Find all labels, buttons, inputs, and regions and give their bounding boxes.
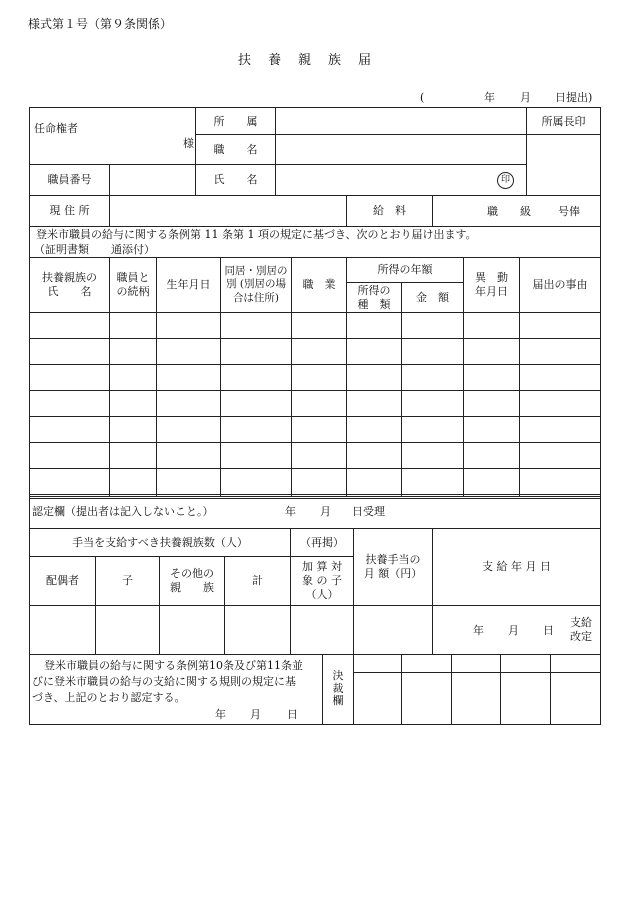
added-child-3: （人） [305, 587, 339, 601]
added-child-2: 象 の 子 [302, 574, 342, 588]
form-number: 様式第１号（第９条関係） [28, 17, 173, 31]
employee-no-field[interactable] [110, 165, 195, 195]
submit-date-open: ( [420, 91, 425, 104]
col-change-date-1: 異 動 [475, 271, 508, 285]
pay-day: 日 [543, 624, 554, 637]
dependents-table-bottom-double [29, 498, 601, 499]
other-relatives-1: その他の [170, 567, 214, 581]
approval-stamp-box[interactable] [402, 673, 451, 723]
dependent-entry-row[interactable] [30, 469, 600, 494]
col-income-type [347, 283, 401, 312]
decision-day: 日 [287, 708, 298, 721]
dept-head-seal-field[interactable] [527, 135, 600, 195]
col-relation [110, 258, 156, 312]
approval-stamp-box[interactable] [551, 673, 599, 723]
col-income-type-2: 種 類 [357, 297, 391, 311]
statement-line-1: 登米市職員の給与に関する条例第 11 条第 1 項の規定に基づき、次のとおり届け出ます。 [36, 228, 477, 241]
col-cohabit-2: 別 (別居の場 [226, 278, 286, 291]
submit-date-year: 年 [484, 91, 495, 104]
decision-text-2: びに登米市職員の給与の支給に関する規則の規定に基 [32, 675, 296, 688]
job-title-label: 職 名 [213, 142, 258, 156]
job-title-field[interactable] [276, 135, 526, 164]
address-field[interactable] [110, 196, 346, 226]
rule-horizontal [29, 226, 601, 227]
col-birth: 生年月日 [166, 278, 211, 292]
submit-date-day: 日提出) [555, 91, 593, 104]
other-count-field[interactable] [160, 606, 224, 654]
address-label: 現 住 所 [49, 204, 90, 218]
dependent-entry-row[interactable] [30, 339, 600, 364]
salary-label: 給 料 [373, 204, 406, 218]
form-border-bottom [29, 724, 601, 725]
received-year: 年 [285, 505, 296, 518]
child-label: 子 [122, 574, 133, 588]
restated-label: （再掲） [300, 535, 344, 549]
pay-revision-1: 支給 [570, 616, 592, 630]
monthly-amount-label [354, 529, 432, 605]
grade-label: 職 級 [487, 205, 531, 218]
statement-line-2: （証明書類 通添付） [34, 243, 155, 256]
affiliation-label: 所 属 [213, 114, 258, 128]
added-child-field[interactable] [291, 606, 353, 654]
approval-stamp-box[interactable] [452, 673, 500, 723]
name-label: 氏 名 [213, 173, 258, 187]
rule-vertical [432, 195, 433, 227]
sama-label: 様 [183, 137, 194, 150]
dependent-entry-row[interactable] [30, 417, 600, 442]
pay-revision-2: 改定 [570, 630, 592, 643]
col-income-amount: 金 額 [416, 290, 449, 304]
approval-1: 決 [332, 669, 344, 683]
dept-head-seal-label: 所属長印 [541, 114, 586, 128]
seal-mark-icon [497, 172, 514, 189]
col-change-date [464, 258, 519, 312]
allowance-count-label: 手当を支給すべき扶養親族数（人） [72, 535, 248, 549]
pay-month: 月 [508, 624, 519, 637]
rule-horizontal [29, 654, 601, 655]
approval-stamp-box[interactable] [501, 673, 550, 723]
monthly-amount-field[interactable] [354, 606, 432, 654]
form-title: 扶 養 親 族 届 [238, 53, 374, 68]
pay-revision [561, 610, 601, 650]
col-cohabit-1: 同居・別居の [224, 265, 288, 278]
dependent-entry-row[interactable] [30, 313, 600, 338]
decision-text-1: 登米市職員の給与に関する条例第10条及び第11条並 [44, 659, 303, 672]
decision-month: 月 [250, 708, 261, 721]
col-cohabit [221, 258, 291, 312]
col-income-type-1: 所得の [357, 283, 391, 297]
col-reason: 届出の事由 [532, 278, 588, 292]
other-relatives-2: 親 族 [170, 581, 214, 594]
col-change-date-2: 年月日 [475, 285, 508, 298]
seal-mark-text: 印 [500, 174, 510, 185]
received-day: 日受理 [352, 505, 385, 518]
decision-text-3: づき、上記のとおり認定する。 [32, 691, 186, 704]
approval-3: 欄 [332, 694, 344, 708]
submit-date-month: 月 [520, 91, 531, 104]
name-field[interactable] [276, 165, 496, 195]
other-relatives-label [160, 557, 224, 605]
certification-heading: 認定欄（提出者は記入しないこと。） [32, 505, 214, 518]
dependent-entry-row[interactable] [30, 391, 600, 416]
dependent-entry-row[interactable] [30, 365, 600, 390]
approval-stamp-box[interactable] [354, 673, 401, 723]
rule-horizontal [29, 494, 601, 495]
col-relation-2: の続柄 [116, 285, 150, 298]
added-child-1: 加 算 対 [302, 560, 342, 574]
col-dependent-name-1: 扶養親族の [42, 271, 97, 285]
spouse-count-field[interactable] [30, 606, 95, 654]
pay-year: 年 [473, 624, 484, 637]
spouse-label: 配偶者 [46, 574, 79, 588]
col-occupation: 職 業 [302, 278, 336, 292]
received-month: 月 [320, 505, 331, 518]
decision-year: 年 [215, 708, 226, 721]
rule-horizontal [432, 605, 601, 606]
step-label: 号俸 [558, 205, 580, 218]
dependent-entry-row[interactable] [30, 443, 600, 468]
col-relation-1: 職員と [116, 271, 150, 285]
dependents-table-bottom [29, 496, 601, 497]
appointer-label: 任命権者 [34, 122, 78, 135]
added-child-label [291, 557, 353, 605]
total-count-field[interactable] [225, 606, 290, 654]
col-income: 所得の年額 [377, 263, 433, 277]
employee-no-label: 職員番号 [47, 173, 92, 187]
monthly-amount-2: 月 額（円） [363, 567, 423, 580]
pay-date-label: 支 給 年 月 日 [482, 560, 551, 574]
col-dependent-name-2: 氏 名 [47, 285, 92, 298]
monthly-amount-1: 扶養手当の [365, 553, 421, 567]
child-count-field[interactable] [96, 606, 159, 654]
affiliation-field[interactable] [276, 108, 526, 135]
approval-column-label [323, 655, 353, 723]
total-label: 計 [252, 574, 263, 588]
col-cohabit-3: 合は住所) [232, 291, 280, 304]
approval-2: 裁 [332, 681, 344, 695]
col-dependent-name [30, 258, 109, 312]
